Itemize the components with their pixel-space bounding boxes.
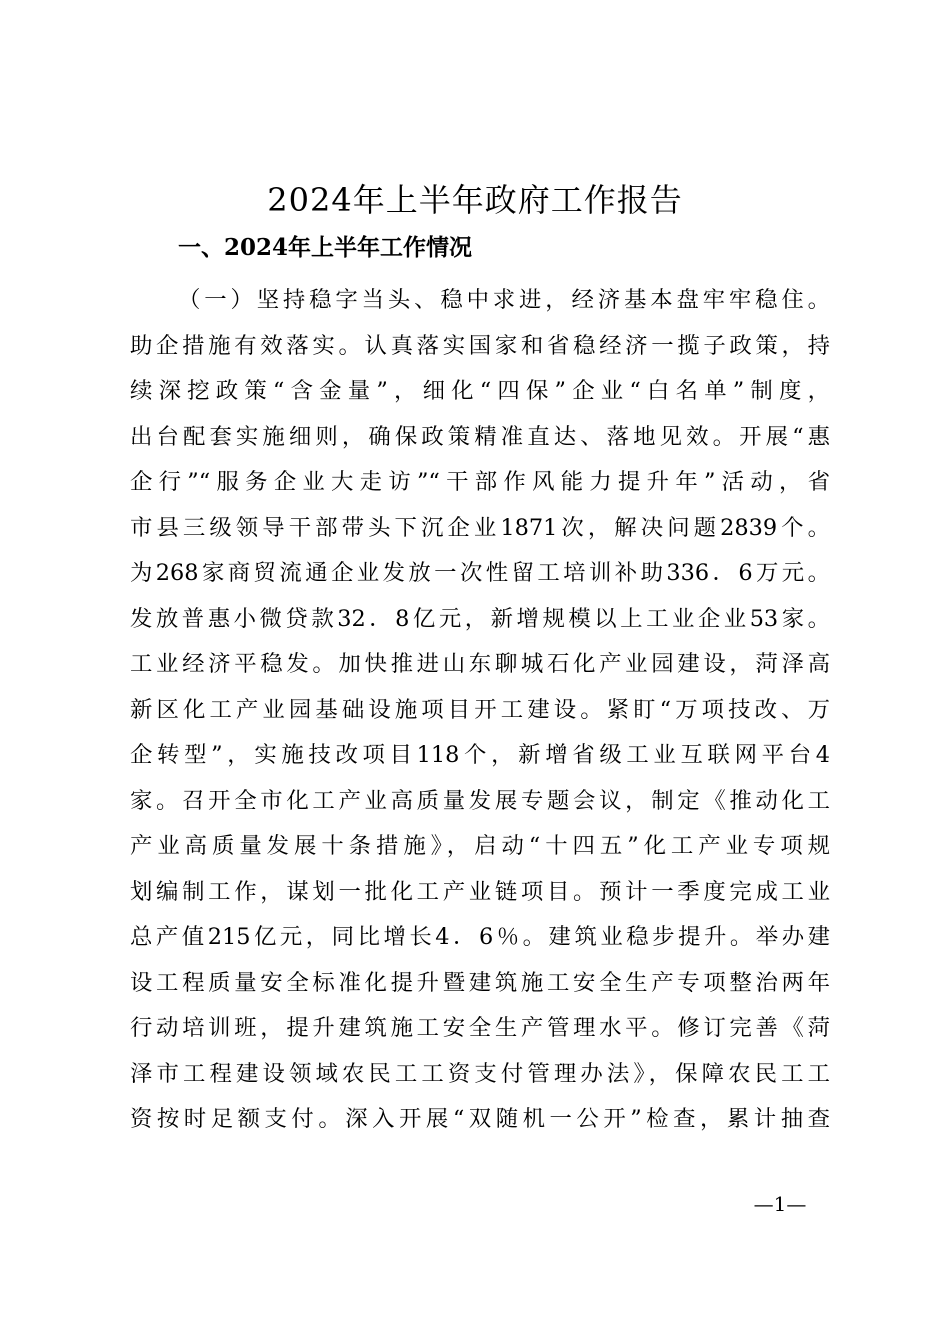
paragraph-line: 企行”“服务企业大走访”“干部作风能力提升年”活动，省: [130, 469, 830, 495]
paragraph-line: 工业经济平稳发。加快推进山东聊城石化产业园建设，菏泽高: [130, 651, 830, 677]
paragraph-line: （一）坚持稳字当头、稳中求进，经济基本盘牢牢稳住。: [178, 287, 830, 313]
paragraph-line: 资按时足额支付。深入开展“双随机一公开”检查，累计抽查: [130, 1106, 830, 1132]
paragraph-line: 续深挖政策“含金量”，细化“四保”企业“白名单”制度，: [130, 378, 830, 404]
body-text: [130, 278, 830, 1143]
paragraph-line: 出台配套实施细则，确保政策精准直达、落地见效。开展“惠: [130, 423, 830, 450]
document-title: 2024年上半年政府工作报告: [267, 181, 683, 219]
paragraph-line: 家。召开全市化工产业高质量发展专题会议，制定《推动化工: [130, 787, 830, 814]
paragraph-line: 市县三级领导干部带头下沉企业1871次，解决问题2839个。: [130, 514, 830, 541]
page-number: —1—: [753, 1192, 807, 1216]
section-heading: 一、2024年上半年工作情况: [178, 234, 473, 261]
paragraph-line: 企转型”，实施技改项目118个，新增省级工业互联网平台4: [130, 742, 830, 768]
paragraph-line: 划编制工作，谋划一批化工产业链项目。预计一季度完成工业: [130, 878, 830, 905]
paragraph-line: 行动培训班，提升建筑施工安全生产管理水平。修订完善《菏: [130, 1015, 830, 1041]
paragraph-line: 发放普惠小微贷款32．8亿元，新增规模以上工业企业53家。: [130, 605, 830, 632]
paragraph-line: 助企措施有效落实。认真落实国家和省稳经济一揽子政策，持: [130, 332, 830, 359]
paragraph-line: 为268家商贸流通企业发放一次性留工培训补助336．6万元。: [130, 560, 830, 586]
paragraph-line: 产业高质量发展十条措施》，启动“十四五”化工产业专项规: [130, 833, 830, 859]
paragraph-line: 泽市工程建设领域农民工工资支付管理办法》，保障农民工工: [130, 1060, 830, 1087]
paragraph-line: 总产值215亿元，同比增长4．6％。建筑业稳步提升。举办建: [130, 924, 830, 950]
paragraph-line: 设工程质量安全标准化提升暨建筑施工安全生产专项整治两年: [130, 969, 830, 996]
paragraph-line: 新区化工产业园基础设施项目开工建设。紧盯“万项技改、万: [130, 696, 830, 723]
